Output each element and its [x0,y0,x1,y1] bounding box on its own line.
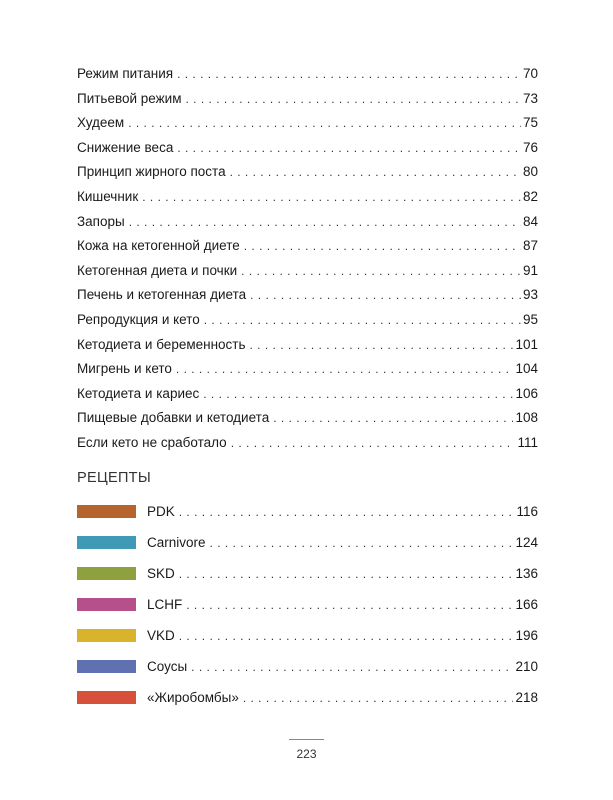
recipe-entry[interactable] [77,527,538,558]
color-swatch [77,629,136,642]
dot-leader [129,210,521,235]
toc-entry-page: 106 [515,385,538,401]
dot-leader [179,629,514,643]
toc-entry-page: 95 [522,311,538,327]
recipe-entry-page: 196 [515,628,538,643]
toc-entry-title: Пищевые добавки и кетодиета [77,410,270,426]
dot-leader [230,160,521,185]
recipe-entry-page: 218 [515,690,538,705]
toc-entry-title: Режим питания [77,66,174,81]
color-swatch [77,660,136,673]
toc-entry-page: 80 [522,164,538,180]
recipes-heading: РЕЦЕПТЫ [77,470,151,486]
toc-entry-title: Кишечник [77,188,139,204]
dot-leader [177,62,521,87]
toc-entry-page: 91 [522,262,538,278]
dot-leader [250,333,514,358]
toc-entry[interactable] [77,357,538,382]
toc-entry-title: Репродукция и кето [77,311,200,327]
color-swatch [77,598,136,611]
dot-leader [191,660,513,674]
toc-entry-title: Снижение веса [77,139,174,155]
recipe-entry-title: Carnivore [147,535,206,550]
toc-entry-title: Худеем [77,115,125,131]
recipe-entry-title: PDK [147,504,175,519]
dot-leader [186,598,513,612]
recipe-entry-page: 210 [515,659,538,674]
recipe-entry-page: 124 [515,535,538,550]
toc-entry-title: Принцип жирного поста [77,164,226,180]
recipes-list [77,496,538,713]
dot-leader [142,185,521,210]
dot-leader [210,536,514,550]
recipe-entry-title: VKD [147,628,175,643]
toc-entry[interactable] [77,111,538,136]
toc-entry[interactable] [77,210,538,235]
toc-entry[interactable] [77,308,538,333]
toc-entry[interactable] [77,185,538,210]
recipe-entry-page: 136 [515,566,538,581]
recipe-entry[interactable] [77,651,538,682]
page-number: 223 [296,747,317,761]
dot-leader [244,234,521,259]
toc-entry[interactable] [77,333,538,358]
toc-entry-title: Мигрень и кето [77,361,172,377]
dot-leader [179,505,515,519]
toc-entry[interactable] [77,431,538,456]
dot-leader [203,382,513,407]
dot-leader [176,357,514,382]
dot-leader [186,87,521,112]
recipe-entry[interactable] [77,558,538,589]
color-swatch [77,536,136,549]
recipe-entry-title: «Жиробомбы» [147,690,239,705]
color-swatch [77,505,136,518]
recipe-entry[interactable] [77,620,538,651]
dot-leader [250,283,521,308]
toc-entry-title: Кетогенная диета и почки [77,262,238,278]
toc-entry-page: 108 [515,410,538,426]
toc-entry-title: Кетодиета и кариес [77,385,200,401]
toc-entry-page: 76 [522,139,538,155]
footer-rule [289,739,324,740]
dot-leader [273,406,513,431]
toc-entry-title: Запоры [77,213,125,229]
toc-entry-title: Кетодиета и беременность [77,336,246,352]
toc-entry-title: Питьевой режим [77,90,182,106]
toc-entry-title: Кожа на кетогенной диете [77,238,240,254]
toc-entry-title: Печень и кетогенная диета [77,287,247,303]
recipe-entry-title: LCHF [147,597,183,612]
dot-leader [241,259,521,284]
recipe-entry-page: 166 [515,597,538,612]
toc-entry-page: 111 [517,434,538,450]
table-of-contents [77,62,538,456]
toc-entry-page: 70 [522,66,538,81]
dot-leader [204,308,521,333]
toc-entry-page: 73 [522,90,538,106]
toc-entry-page: 104 [515,361,538,377]
recipe-entry[interactable] [77,589,538,620]
dot-leader [179,567,514,581]
recipe-entry[interactable] [77,496,538,527]
toc-entry[interactable] [77,259,538,284]
toc-entry[interactable] [77,136,538,161]
toc-entry[interactable] [77,234,538,259]
color-swatch [77,567,136,580]
toc-entry-page: 101 [515,336,538,352]
toc-entry-page: 87 [522,238,538,254]
dot-leader [177,136,521,161]
recipe-entry-page: 116 [516,504,538,519]
recipe-entry[interactable] [77,682,538,713]
toc-entry[interactable] [77,87,538,112]
dot-leader [128,111,521,136]
dot-leader [243,691,514,705]
toc-entry-page: 93 [522,287,538,303]
toc-entry[interactable] [77,160,538,185]
toc-entry-page: 75 [522,115,538,131]
recipe-entry-title: SKD [147,566,175,581]
recipe-entry-title: Соусы [147,659,188,674]
toc-entry-title: Если кето не сработало [77,434,227,450]
toc-entry[interactable] [77,62,538,87]
color-swatch [77,691,136,704]
toc-entry[interactable] [77,382,538,407]
toc-entry-page: 82 [522,188,538,204]
toc-entry-page: 84 [522,213,538,229]
toc-entry[interactable] [77,406,538,431]
toc-entry[interactable] [77,283,538,308]
dot-leader [231,431,516,456]
